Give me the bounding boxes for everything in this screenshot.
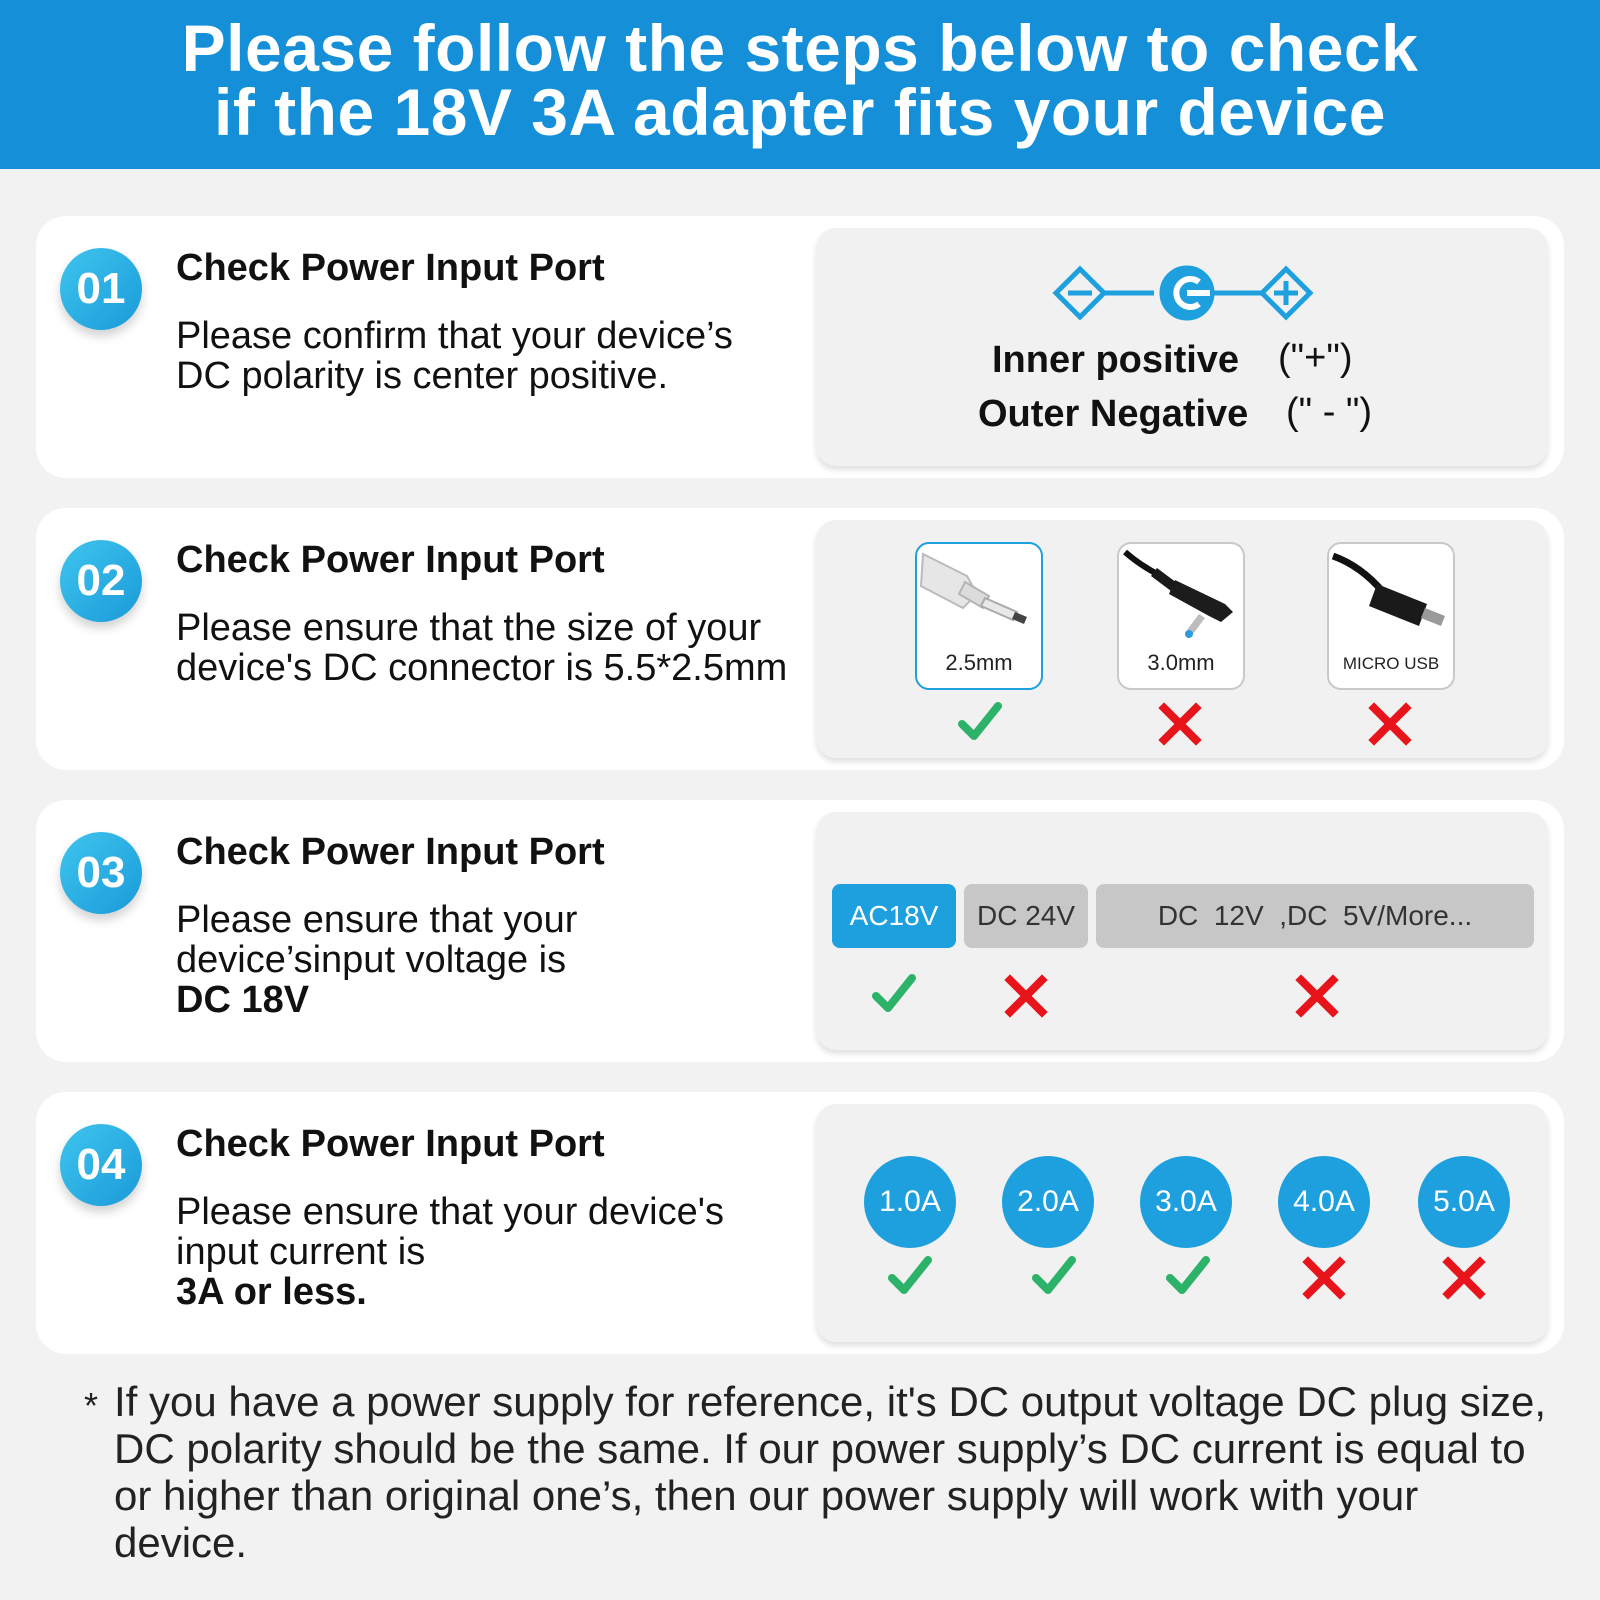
micro-usb-plug-icon	[1331, 546, 1455, 646]
check-icon	[958, 700, 1002, 744]
step-card-02	[36, 508, 1564, 770]
step-description-text: Please ensure that your device’sinput voltage is	[176, 899, 578, 981]
step-description	[176, 900, 796, 1020]
check-icon	[872, 972, 916, 1016]
check-icon	[1166, 1254, 1210, 1298]
dc-plug-black-icon	[1121, 546, 1245, 646]
header-title-line1: Please follow the steps below to check	[181, 11, 1419, 85]
polarity-symbol-icon	[1052, 258, 1314, 328]
step-title: Check Power Input Port	[176, 831, 605, 873]
cross-icon	[1442, 1256, 1486, 1300]
footer-text: If you have a power supply for reference, it's DC output voltage DC plug size, DC polarity should be the same. If our power supply’s DC current is equal to or higher than original one’s, then our power supply will work with your device.	[114, 1378, 1547, 1566]
inner-positive-row	[992, 337, 1353, 382]
polarity-panel	[816, 228, 1548, 466]
step-card-04	[36, 1092, 1564, 1354]
inner-positive-label: Inner positive	[992, 339, 1240, 381]
voltage-option-ac18v: AC18V	[832, 884, 956, 948]
cross-icon	[1295, 974, 1339, 1018]
voltage-option-other: DC 12V ,DC 5V/More...	[1096, 884, 1534, 948]
connector-micro-usb	[1327, 542, 1455, 690]
connector-panel	[816, 520, 1548, 758]
dc-plug-white-icon	[919, 546, 1043, 646]
connector-3.0mm	[1117, 542, 1245, 690]
step-number-badge: 04	[60, 1124, 142, 1206]
step-description-emphasis: DC 18V	[176, 979, 310, 1021]
step-description: Please ensure that the size of your device's DC connector is 5.5*2.5mm	[176, 607, 788, 689]
voltage-panel	[816, 812, 1548, 1050]
current-option-4a: 4.0A	[1278, 1156, 1370, 1248]
step-title: Check Power Input Port	[176, 1123, 605, 1165]
voltage-option-dc24v: DC 24V	[964, 884, 1088, 948]
step-card-01	[36, 216, 1564, 478]
current-option-5a: 5.0A	[1418, 1156, 1510, 1248]
cross-icon	[1158, 702, 1202, 746]
connector-label: 3.0mm	[1147, 650, 1215, 675]
step-number-badge: 01	[60, 248, 142, 330]
step-description-emphasis: 3A or less.	[176, 1271, 367, 1313]
step-description-text: Please ensure that your device's input current is	[176, 1191, 725, 1273]
connector-label: MICRO USB	[1342, 654, 1440, 673]
step-card-03	[36, 800, 1564, 1062]
step-number-badge: 02	[60, 540, 142, 622]
cross-icon	[1004, 974, 1048, 1018]
connector-label: 2.5mm	[945, 650, 1013, 675]
outer-negative-symbol: (" - ")	[1286, 391, 1373, 433]
check-icon	[1032, 1254, 1076, 1298]
outer-negative-row	[978, 391, 1373, 436]
header-banner	[0, 0, 1600, 169]
check-icon	[888, 1254, 932, 1298]
step-number-badge: 03	[60, 832, 142, 914]
current-panel	[816, 1104, 1548, 1342]
connector-2.5mm	[915, 542, 1043, 690]
step-title: Check Power Input Port	[176, 539, 605, 581]
outer-negative-label: Outer Negative	[978, 393, 1249, 435]
step-description: Please confirm that your device’s DC polarity is center positive.	[176, 315, 733, 397]
current-option-2a: 2.0A	[1002, 1156, 1094, 1248]
step-title: Check Power Input Port	[176, 247, 605, 289]
step-description	[176, 1192, 796, 1312]
current-option-1a: 1.0A	[864, 1156, 956, 1248]
cross-icon	[1302, 1256, 1346, 1300]
header-title-line2: if the 18V 3A adapter fits your device	[214, 75, 1386, 149]
footnote-asterisk: *	[84, 1385, 99, 1426]
current-option-3a: 3.0A	[1140, 1156, 1232, 1248]
inner-positive-symbol: ("+")	[1278, 337, 1353, 379]
cross-icon	[1368, 702, 1412, 746]
